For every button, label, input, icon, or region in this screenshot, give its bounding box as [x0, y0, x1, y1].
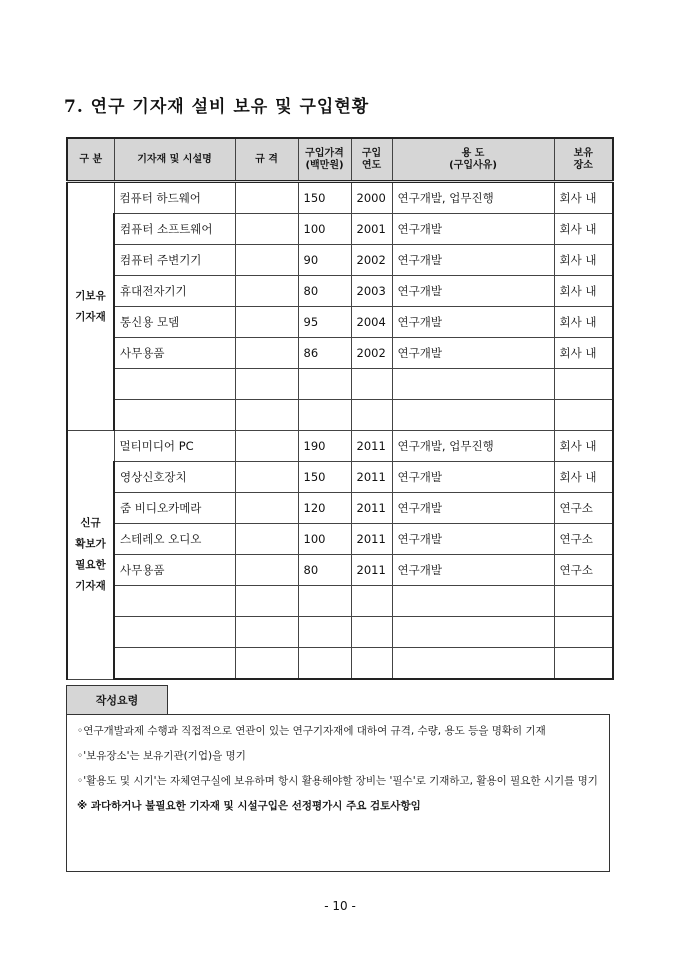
table-row [67, 555, 613, 586]
category-cell: 기보유 기자재 [67, 182, 114, 431]
name-cell: 사무용품 [114, 338, 235, 369]
table-row [67, 338, 613, 369]
price-cell: 150 [298, 462, 351, 493]
header-name: 기자재 및 시설명 [114, 138, 235, 182]
price-cell [298, 617, 351, 648]
table-row [67, 431, 613, 462]
spec-cell [235, 182, 298, 214]
table-row [67, 182, 613, 214]
price-cell: 80 [298, 555, 351, 586]
purpose-cell: 연구개발 [392, 555, 554, 586]
spec-cell [235, 214, 298, 245]
purpose-cell: 연구개발 [392, 338, 554, 369]
equipment-table [66, 137, 614, 680]
spec-cell [235, 462, 298, 493]
purpose-cell [392, 648, 554, 680]
location-cell: 회사 내 [554, 307, 613, 338]
price-cell: 100 [298, 214, 351, 245]
price-cell [298, 648, 351, 680]
name-cell: 컴퓨터 하드웨어 [114, 182, 235, 214]
name-cell [114, 648, 235, 680]
name-cell: 줌 비디오카메라 [114, 493, 235, 524]
location-cell [554, 617, 613, 648]
table-row [67, 648, 613, 680]
year-cell [351, 617, 392, 648]
spec-cell [235, 369, 298, 400]
name-cell: 사무용품 [114, 555, 235, 586]
name-cell [114, 400, 235, 431]
location-cell: 회사 내 [554, 462, 613, 493]
purpose-cell [392, 617, 554, 648]
year-cell: 2011 [351, 493, 392, 524]
purpose-cell: 연구개발 [392, 276, 554, 307]
purpose-cell: 연구개발 [392, 493, 554, 524]
table-row [67, 369, 613, 400]
spec-cell [235, 555, 298, 586]
location-cell: 회사 내 [554, 245, 613, 276]
guide-item: ◦'보유장소'는 보유기관(기업)을 명기 [77, 750, 246, 762]
price-cell: 150 [298, 182, 351, 214]
spec-cell [235, 245, 298, 276]
location-cell: 회사 내 [554, 338, 613, 369]
spec-cell [235, 586, 298, 617]
purpose-cell [392, 369, 554, 400]
year-cell [351, 648, 392, 680]
guide-item: ◦연구개발과제 수행과 직접적으로 연관이 있는 연구기자재에 대하여 규격, 수량, 용도 등을 명확히 기재 [77, 725, 546, 737]
table-row [67, 462, 613, 493]
purpose-cell [392, 586, 554, 617]
location-cell: 회사 내 [554, 431, 613, 462]
location-cell: 연구소 [554, 493, 613, 524]
name-cell: 영상신호장치 [114, 462, 235, 493]
spec-cell [235, 431, 298, 462]
table-row [67, 617, 613, 648]
table-header-row [67, 138, 613, 182]
table-row [67, 493, 613, 524]
year-cell: 2002 [351, 245, 392, 276]
price-cell: 190 [298, 431, 351, 462]
name-cell: 컴퓨터 소프트웨어 [114, 214, 235, 245]
table-row [67, 214, 613, 245]
year-cell: 2011 [351, 555, 392, 586]
page-number: - 10 - [324, 899, 356, 913]
price-cell [298, 586, 351, 617]
table-row [67, 586, 613, 617]
year-cell: 2011 [351, 524, 392, 555]
name-cell: 스테레오 오디오 [114, 524, 235, 555]
location-cell: 회사 내 [554, 214, 613, 245]
name-cell: 멀티미디어 PC [114, 431, 235, 462]
location-cell: 회사 내 [554, 182, 613, 214]
name-cell [114, 586, 235, 617]
spec-cell [235, 648, 298, 680]
guide-note: ※ 과다하거나 불필요한 기자재 및 시설구입은 선정평가시 주요 검토사항임 [77, 800, 421, 812]
header-spec: 규 격 [235, 138, 298, 182]
name-cell: 컴퓨터 주변기기 [114, 245, 235, 276]
table-row [67, 245, 613, 276]
name-cell: 통신용 모뎀 [114, 307, 235, 338]
year-cell [351, 586, 392, 617]
spec-cell [235, 338, 298, 369]
spec-cell [235, 617, 298, 648]
year-cell [351, 369, 392, 400]
spec-cell [235, 524, 298, 555]
table-body [67, 182, 613, 680]
year-cell: 2002 [351, 338, 392, 369]
purpose-cell: 연구개발 [392, 214, 554, 245]
location-cell: 회사 내 [554, 276, 613, 307]
purpose-cell: 연구개발 [392, 307, 554, 338]
name-cell [114, 617, 235, 648]
spec-cell [235, 307, 298, 338]
purpose-cell: 연구개발 [392, 245, 554, 276]
spec-cell [235, 493, 298, 524]
price-cell: 100 [298, 524, 351, 555]
guide-label: 작성요령 [66, 685, 168, 715]
price-cell: 86 [298, 338, 351, 369]
guide-item: ◦'활용도 및 시기'는 자체연구실에 보유하며 항시 활용해야할 장비는 '필수'로 기재하고, 활용이 필요한 시기를 명기 [77, 775, 598, 787]
section-title: 7. 연구 기자재 설비 보유 및 구입현황 [64, 97, 370, 117]
price-cell [298, 400, 351, 431]
header-purpose: 용 도 (구입사유) [392, 138, 554, 182]
year-cell: 2000 [351, 182, 392, 214]
table-row [67, 524, 613, 555]
table-row [67, 400, 613, 431]
header-price: 구입가격 (백만원) [298, 138, 351, 182]
table-row [67, 276, 613, 307]
purpose-cell: 연구개발 [392, 524, 554, 555]
purpose-cell: 연구개발 [392, 462, 554, 493]
year-cell: 2011 [351, 431, 392, 462]
spec-cell [235, 400, 298, 431]
location-cell [554, 400, 613, 431]
location-cell [554, 648, 613, 680]
year-cell [351, 400, 392, 431]
purpose-cell: 연구개발, 업무진행 [392, 431, 554, 462]
purpose-cell [392, 400, 554, 431]
year-cell: 2004 [351, 307, 392, 338]
price-cell: 95 [298, 307, 351, 338]
header-location: 보유 장소 [554, 138, 613, 182]
location-cell [554, 586, 613, 617]
price-cell: 80 [298, 276, 351, 307]
location-cell [554, 369, 613, 400]
category-cell: 신규 확보가 필요한 기자재 [67, 431, 114, 680]
guide-box [66, 714, 610, 872]
name-cell [114, 369, 235, 400]
price-cell [298, 369, 351, 400]
purpose-cell: 연구개발, 업무진행 [392, 182, 554, 214]
location-cell: 연구소 [554, 524, 613, 555]
name-cell: 휴대전자기기 [114, 276, 235, 307]
table-row [67, 307, 613, 338]
location-cell: 연구소 [554, 555, 613, 586]
header-year: 구입 연도 [351, 138, 392, 182]
header-category: 구 분 [67, 138, 114, 182]
year-cell: 2003 [351, 276, 392, 307]
spec-cell [235, 276, 298, 307]
price-cell: 120 [298, 493, 351, 524]
year-cell: 2011 [351, 462, 392, 493]
price-cell: 90 [298, 245, 351, 276]
year-cell: 2001 [351, 214, 392, 245]
